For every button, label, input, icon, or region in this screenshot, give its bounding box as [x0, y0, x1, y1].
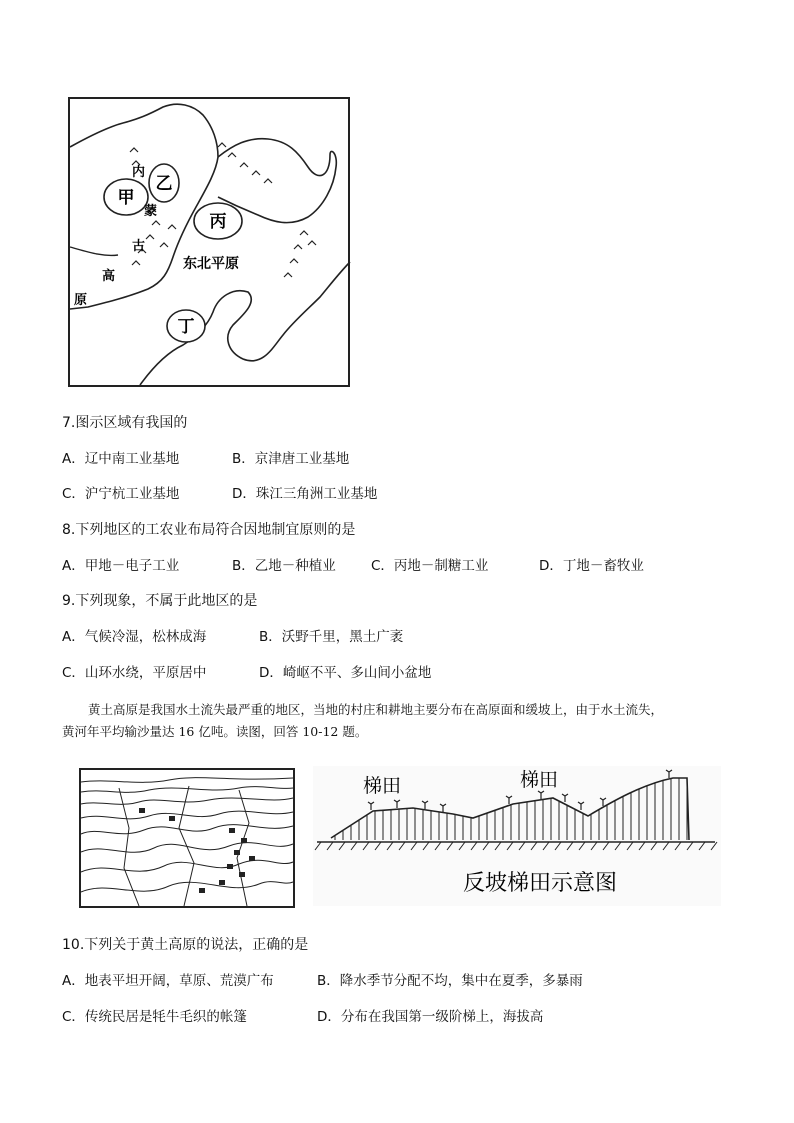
passage-line-1: 黄土高原是我国水土流失最严重的地区，当地的村庄和耕地主要分布在高原面和缓坡上，由于水土流失， — [88, 702, 664, 717]
loess-landscape-sketch — [79, 768, 295, 908]
terrace-label-left: 梯田 — [363, 775, 402, 797]
label-nei: 内 — [132, 165, 146, 180]
question-8-option-d[interactable]: D．丁地－畜牧业 — [539, 558, 644, 574]
question-7-option-a[interactable]: A．辽中南工业基地 — [62, 451, 180, 467]
label-meng: 蒙 — [144, 204, 158, 219]
label-yi: 乙 — [155, 174, 173, 194]
question-8-option-a[interactable]: A．甲地－电子工业 — [62, 558, 180, 574]
question-10-stem: 10.下列关于黄土高原的说法，正确的是 — [62, 937, 309, 953]
question-9-option-a[interactable]: A．气候冷湿，松林成海 — [62, 629, 207, 645]
question-10-option-d[interactable]: D．分布在我国第一级阶梯上，海拔高 — [317, 1009, 544, 1025]
question-8-option-c[interactable]: C．丙地－制糖工业 — [371, 558, 489, 574]
question-9-option-c[interactable]: C．山环水绕，平原居中 — [62, 665, 207, 681]
question-7-stem: 7.图示区域有我国的 — [62, 415, 188, 431]
question-7-option-b[interactable]: B．京津唐工业基地 — [232, 451, 350, 467]
question-10-option-a[interactable]: A．地表平坦开阔，草原、荒漠广布 — [62, 973, 274, 989]
question-10-option-c[interactable]: C．传统民居是牦牛毛织的帐篷 — [62, 1009, 247, 1025]
question-9-option-b[interactable]: B．沃野千里，黑土广袤 — [259, 629, 404, 645]
label-yuan: 原 — [74, 293, 88, 308]
question-8-option-b[interactable]: B．乙地－种植业 — [232, 558, 336, 574]
terrace-caption: 反坡梯田示意图 — [463, 871, 618, 896]
loess-plateau-passage — [62, 699, 752, 743]
label-gao: 高 — [102, 269, 116, 284]
terrace-label-right: 梯田 — [520, 769, 559, 791]
question-9-stem: 9.下列现象，不属于此地区的是 — [62, 593, 258, 609]
label-bing: 丙 — [209, 212, 227, 232]
passage-line-2: 黄河年平均输沙量达 16 亿吨。读图，回答 10-12 题。 — [62, 724, 368, 739]
label-jia: 甲 — [117, 188, 135, 208]
label-ding: 丁 — [177, 317, 195, 337]
question-7-option-d[interactable]: D．珠江三角洲工业基地 — [232, 486, 378, 502]
question-8-stem: 8.下列地区的工农业布局符合因地制宜原则的是 — [62, 522, 356, 538]
question-9-option-d[interactable]: D．崎岖不平、多山间小盆地 — [259, 665, 432, 681]
question-7-option-c[interactable]: C．沪宁杭工业基地 — [62, 486, 180, 502]
terrace-diagram — [313, 766, 721, 906]
question-10-option-b[interactable]: B．降水季节分配不均，集中在夏季，多暴雨 — [317, 973, 583, 989]
label-gu: 古 — [132, 239, 146, 254]
northeast-china-map — [68, 97, 352, 389]
label-northeast-plain: 东北平原 — [183, 256, 239, 272]
